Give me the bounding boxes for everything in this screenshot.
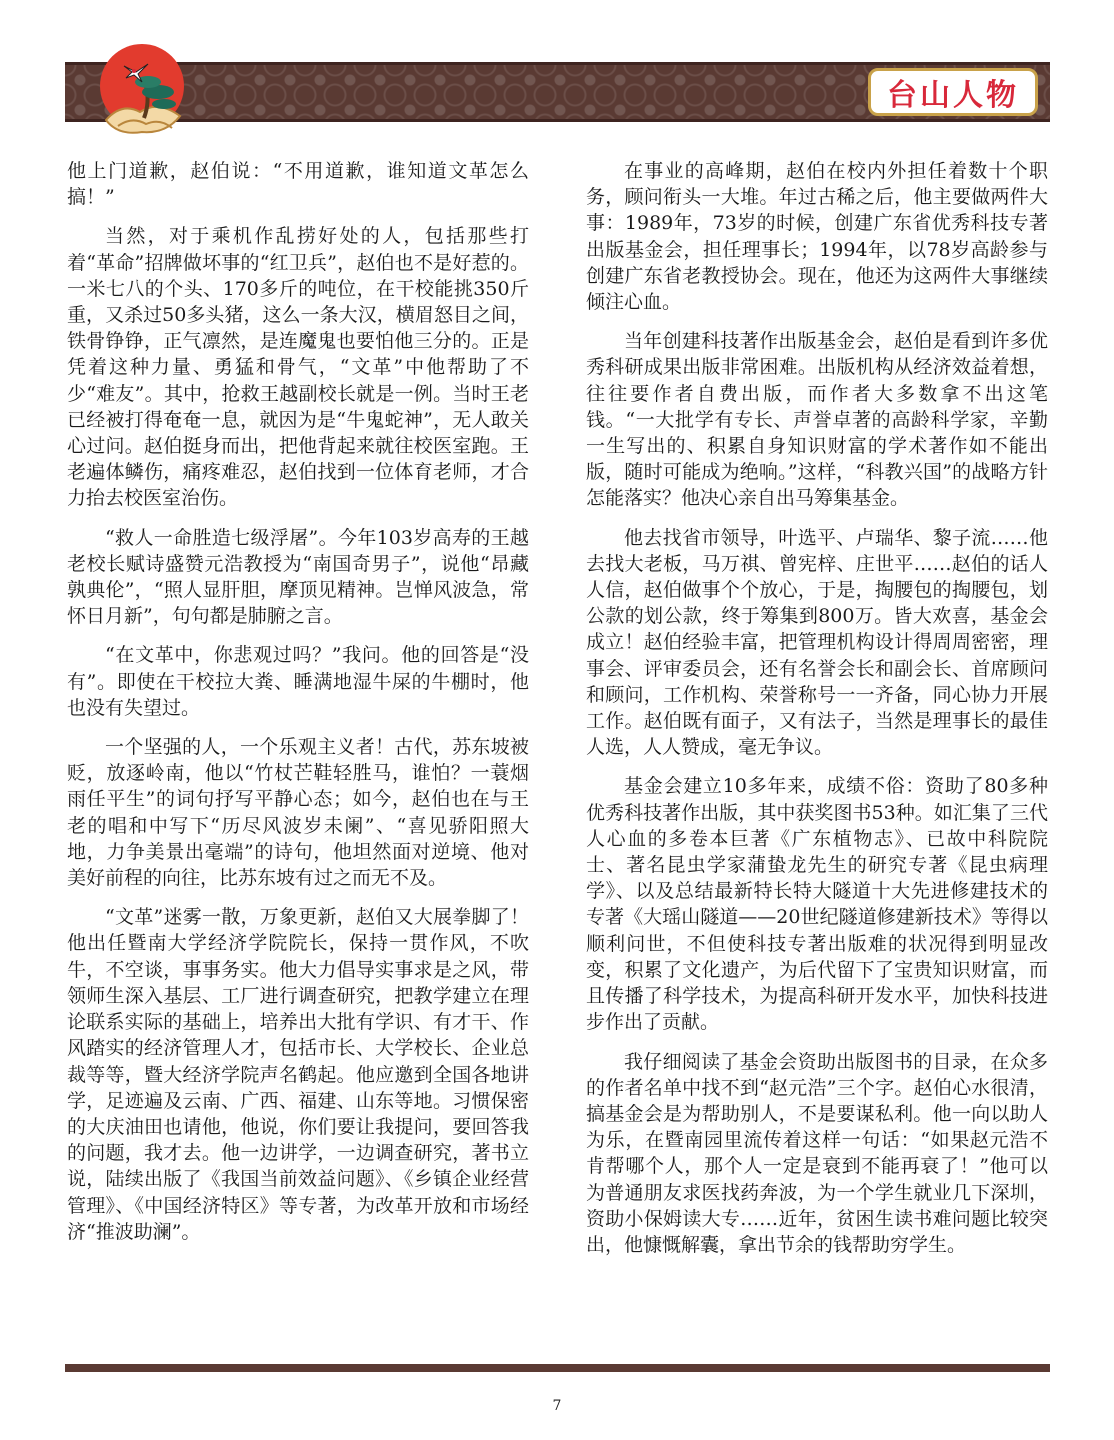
paragraph: 他上门道歉，赵伯说：“不用道歉，谁知道文革怎么搞！” — [67, 160, 529, 209]
page-number: 7 — [552, 1398, 562, 1414]
left-column — [67, 158, 529, 1258]
paragraph: 基金会建立10多年来，成绩不俗：资助了80多种优秀科技著作出版，其中获奖图书53种。如汇集了三代人心血的多卷本巨著《广东植物志》、已故中科院院士、著名昆虫学家蒲蛰龙先生的研究专著《昆虫病理学》、以及总结最新特长特大隧道十大先进修建技术的专著《大瑶山隧道——20世纪隧道修建新技术》等得以顺利问世，不但使科技专著出版难的状况得到明显改变，积累了文化遗产，为后代留下了宝贵知识财富，而且传播了科学技术，为提高科研开发水平，加快科技进步作出了贡献。 — [586, 775, 1048, 1034]
paragraph: 在事业的高峰期，赵伯在校内外担任着数十个职务，顾问衔头一大堆。年过古稀之后，他主要做两件大事：1989年，73岁的时候，创建广东省优秀科技专著出版基金会，担任理事长；1994年，以78岁高龄参与创建广东省老教授协会。现在，他还为这两件大事继续倾注心血。 — [586, 160, 1048, 314]
paragraph: “在文革中，你悲观过吗？”我问。他的回答是“没有”。即使在干校拉大粪、睡满地湿牛屎的牛棚时，他也没有失望过。 — [67, 644, 529, 719]
paragraph: 当年创建科技著作出版基金会，赵伯是看到许多优秀科研成果出版非常困难。出版机构从经济效益着想，往往要作者自费出版，而作者大多数拿不出这笔钱。“一大批学有专长、声誉卓著的高龄科学家，辛勤一生写出的、积累自身知识财富的学术著作如不能出版，随时可能成为绝响。”这样，“科教兴国”的战略方针怎能落实？他决心亲自出马筹集基金。 — [586, 330, 1048, 510]
section-title-box — [868, 68, 1038, 116]
crane-pine-emblem-icon — [88, 42, 196, 142]
section-title: 台山人物 — [887, 78, 1019, 113]
footer-divider — [65, 1364, 1050, 1372]
paragraph: 我仔细阅读了基金会资助出版图书的目录，在众多的作者名单中找不到“赵元浩”三个字。赵伯心水很清，搞基金会是为帮助别人，不是要谋私利。他一向以助人为乐，在暨南园里流传着这样一句话：“如果赵元浩不肯帮哪个人，那个人一定是衰到不能再衰了！”他可以为普通朋友求医找药奔波，为一个学生就业几下深圳，资助小保姆读大专……近年，贫困生读书难问题比较突出，他慷慨解囊，拿出节余的钱帮助穷学生。 — [586, 1050, 1048, 1256]
paragraph: 一个坚强的人，一个乐观主义者！古代，苏东坡被贬，放逐岭南，他以“竹杖芒鞋轻胜马，谁怕？一蓑烟雨任平生”的词句抒写平静心态；如今，赵伯也在与王老的唱和中写下“历尽风波岁未阑”、“喜见骄阳照大地，力争美景出毫端”的诗句，他坦然面对逆境、他对美好前程的向往，比苏东坡有过之而无不及。 — [67, 736, 529, 890]
paragraph: 他去找省市领导，叶选平、卢瑞华、黎子流……他去找大老板，马万祺、曾宪梓、庄世平……赵伯的话人人信，赵伯做事个个放心，于是，掏腰包的掏腰包，划公款的划公款，终于筹集到800万。皆大欢喜，基金会成立！赵伯经验丰富，把管理机构设计得周周密密，理事会、评审委员会，还有名誉会长和副会长、首席顾问和顾问，工作机构、荣誉称号一一齐备，同心协力开展工作。赵伯既有面子，又有法子，当然是理事长的最佳人选，人人赞成，毫无争议。 — [586, 526, 1048, 759]
paragraph: 当然，对于乘机作乱捞好处的人，包括那些打着“革命”招牌做坏事的“红卫兵”，赵伯也不是好惹的。一米七八的个头、170多斤的吨位，在干校能挑350斤重，又杀过50多头猪，这么一条大汉，横眉怒目之间，铁骨铮铮，正气凛然，是连魔鬼也要怕他三分的。正是凭着这种力量、勇猛和骨气，“文革”中他帮助了不少“难友”。其中，抢救王越副校长就是一例。当时王老已经被打得奄奄一息，就因为是“牛鬼蛇神”，无人敢关心过问。赵伯挺身而出，把他背起来就往校医室跑。王老遍体鳞伤，痛疼难忍，赵伯找到一位体育老师，才合力抬去校医室治伤。 — [67, 225, 529, 510]
right-column — [586, 158, 1048, 1271]
paragraph: “文革”迷雾一散，万象更新，赵伯又大展拳脚了！他出任暨南大学经济学院院长，保持一贯作风，不吹牛，不空谈，事事务实。他大力倡导实事求是之风，带领师生深入基层、工厂进行调查研究，把教学建立在理论联系实际的基础上，培养出大批有学识、有才干、作风踏实的经济管理人才，包括市长、大学校长、企业总裁等等，暨大经济学院声名鹤起。他应邀到全国各地讲学，足迹遍及云南、广西、福建、山东等地。习惯保密的大庆油田也请他，他说，你们要让我提问，要回答我的问题，我才去。他一边讲学，一边调查研究，著书立说，陆续出版了《我国当前效益问题》、《乡镇企业经营管理》、《中国经济特区》等专著，为改革开放和市场经济“推波助澜”。 — [67, 906, 529, 1243]
paragraph: “救人一命胜造七级浮屠”。今年103岁高寿的王越老校长赋诗盛赞元浩教授为“南国奇男子”，说他“昂藏孰典伦”，“照人显肝胆，摩顶见精神。岂惮风波急，常怀日月新”，句句都是肺腑之言。 — [67, 526, 529, 628]
